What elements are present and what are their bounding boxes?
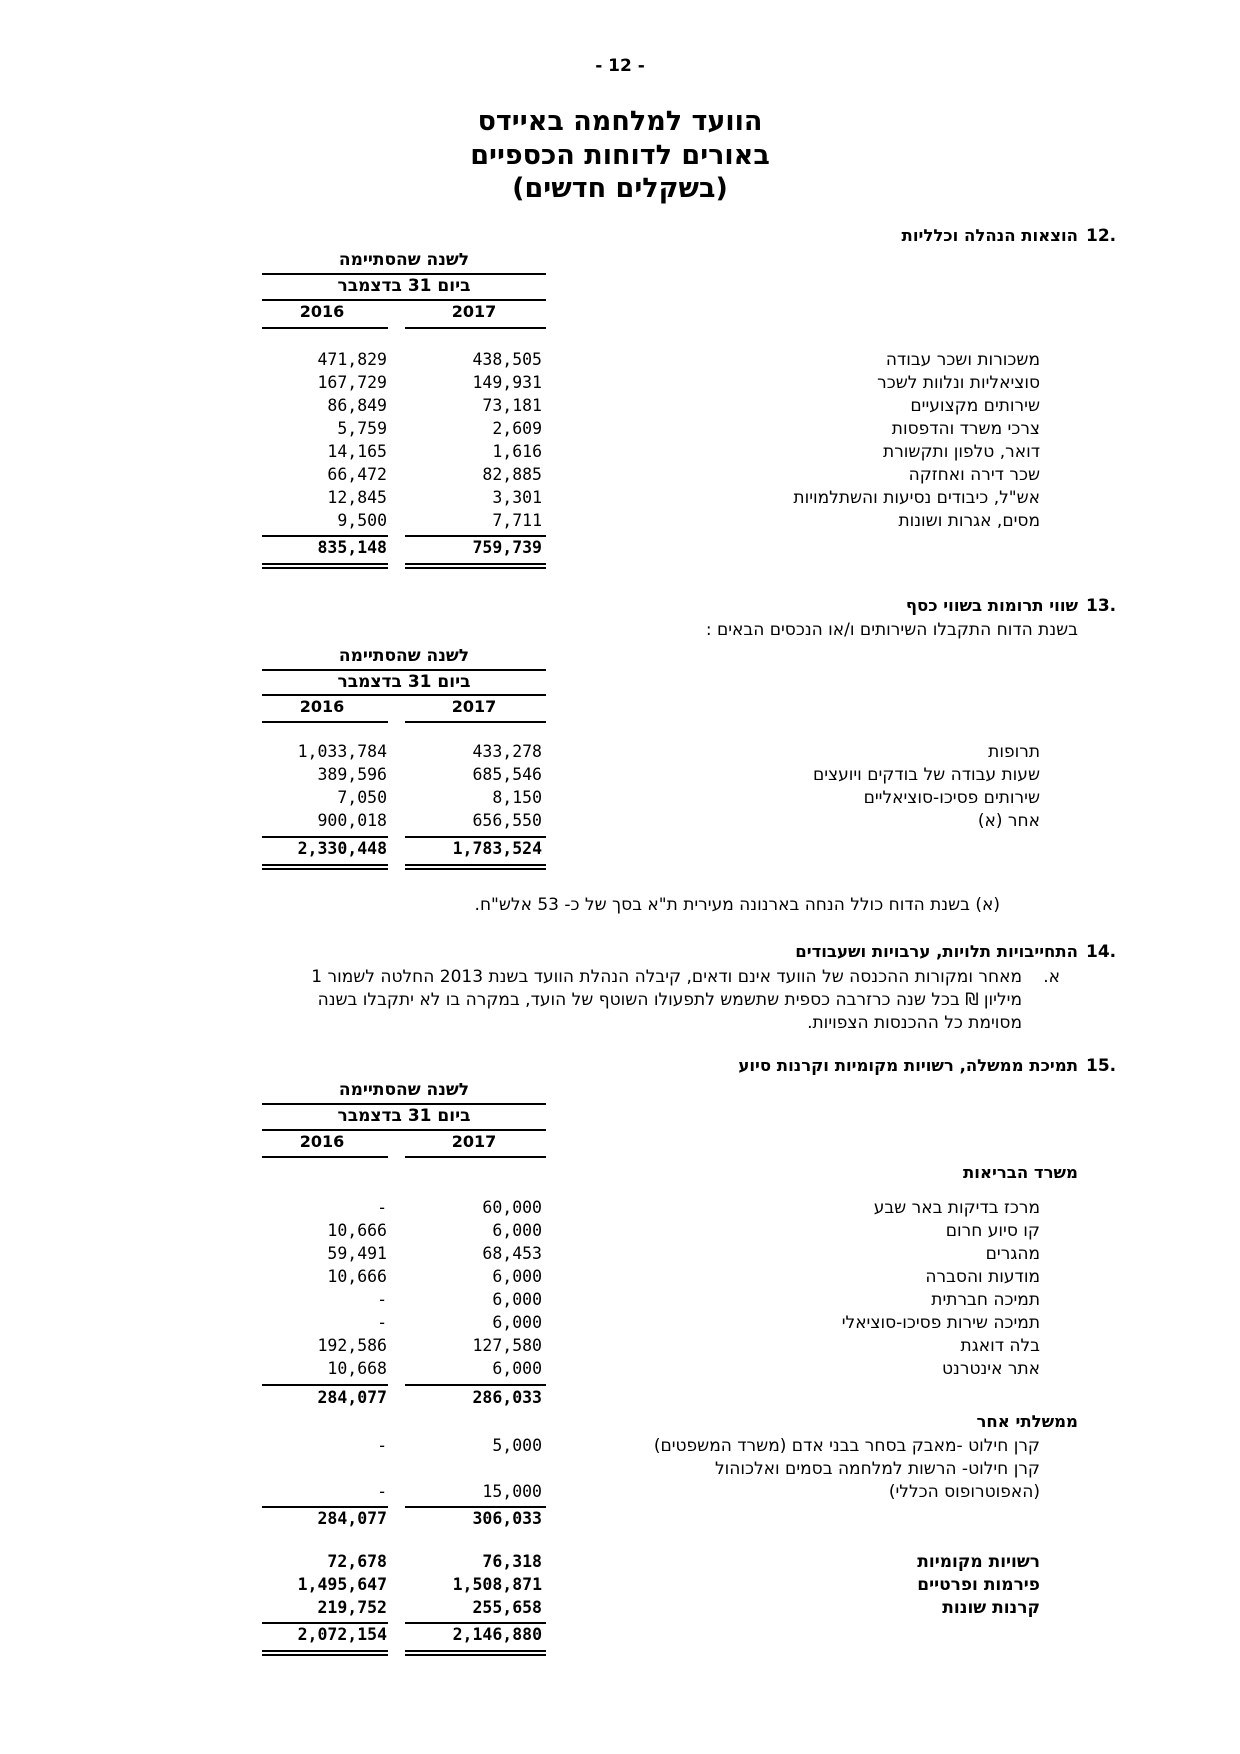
section-15-title: תמיכת ממשלה, רשויות מקומיות וקרנות סיוע — [738, 1056, 1078, 1075]
report-title: הוועד למלחמה באיידס — [477, 106, 763, 137]
report-subtitle: באורים לדוחות הכספיים — [470, 140, 770, 171]
total-row: 759,739 835,148 — [317, 538, 542, 557]
double-rule — [262, 567, 388, 569]
double-rule — [405, 1654, 546, 1656]
double-rule — [262, 868, 388, 870]
table-row: צרכי משרד והדפסות 2,609 5,759 — [337, 419, 1040, 439]
section-14-line: מאחר ומקורות ההכנסה של הוועד אינם ודאים, קיבלה הנהלת הוועד בשנת 2013 החלטה לשמור 1 — [311, 967, 1022, 987]
subtotal-rule — [262, 1384, 388, 1386]
table-row: שכר דירה ואחזקה 82,885 66,472 — [327, 465, 1040, 485]
col-header-period: לשנה שהסתיימה — [338, 1080, 470, 1100]
col-year-2017: 2017 — [451, 1132, 497, 1151]
double-rule — [262, 1654, 388, 1656]
section-13-number: 13. — [1086, 596, 1117, 616]
page-number: - 12 - — [595, 56, 645, 76]
section-13-footnote: (א) בשנת הדוח כולל הנחה בארנונה מעירית ת"א בסך של כ- 53 אלש"ח. — [474, 895, 1000, 915]
section-14-line: מיליון ₪ בכל שנה כרזרבה כספית שתשמש לתפעולו השוטף של הועד, במקרה בו לא יתקבלו בשנה — [317, 990, 1022, 1010]
year-rule — [405, 721, 546, 723]
double-rule — [405, 567, 546, 569]
total-row: 1,783,524 2,330,448 — [297, 839, 542, 858]
health-ministry-heading: משרד הבריאות — [963, 1163, 1078, 1182]
col-header-period: לשנה שהסתיימה — [338, 646, 470, 666]
col-header-date: ביום 31 בדצמבר — [337, 276, 471, 296]
double-rule — [262, 1650, 388, 1652]
subtotal-row: 306,033 284,077 — [317, 1509, 542, 1528]
subtotal-rule — [405, 1506, 546, 1508]
section-13-title: שווי תרומות בשווי כסף — [905, 596, 1078, 615]
table-row: סוציאליות ונלוות לשכר 149,931 167,729 — [317, 373, 1040, 393]
table-row: דואר, טלפון ותקשורת 1,616 14,165 — [327, 442, 1040, 462]
table-row: (האפוטרופוס הכללי) 15,000 - — [377, 1482, 1040, 1502]
header-rule — [262, 1129, 546, 1131]
table-row: מרכז בדיקות באר שבע 60,000 - — [377, 1198, 1040, 1218]
double-rule — [262, 864, 388, 866]
table-row: רשויות מקומיות 76,318 72,678 — [327, 1552, 1040, 1572]
table-row: שירותים מקצועיים 73,181 86,849 — [327, 396, 1040, 416]
currency-note: (בשקלים חדשים) — [512, 173, 728, 204]
table-row: שעות עבודה של בודקים ויועצים 685,546 389,596 — [317, 765, 1040, 785]
col-year-2016: 2016 — [299, 302, 345, 321]
subtotal-row: 286,033 284,077 — [317, 1388, 542, 1407]
section-15-number: 15. — [1086, 1056, 1117, 1076]
table-row: אש"ל, כיבודים נסיעות והשתלמויות 3,301 12,845 — [327, 488, 1040, 508]
col-header-date: ביום 31 בדצמבר — [337, 1106, 471, 1126]
col-year-2016: 2016 — [299, 1132, 345, 1151]
table-row: קרן חילוט -מאבק בסחר בבני אדם (משרד המשפטים) 5,000 - — [377, 1436, 1040, 1456]
total-rule — [405, 535, 546, 537]
year-rule — [262, 1156, 388, 1158]
double-rule — [405, 563, 546, 565]
col-header-period: לשנה שהסתיימה — [338, 250, 470, 270]
header-rule — [262, 299, 546, 301]
table-row: תמיכה חברתית 6,000 - — [377, 1290, 1040, 1310]
year-rule — [262, 721, 388, 723]
table-row: קרן חילוט- הרשות למלחמה בסמים ואלכוהול — [714, 1459, 1040, 1479]
col-header-date: ביום 31 בדצמבר — [337, 672, 471, 692]
year-rule — [262, 327, 388, 329]
col-year-2016: 2016 — [299, 697, 345, 716]
header-rule — [262, 273, 546, 275]
year-rule — [405, 327, 546, 329]
subtotal-rule — [405, 1384, 546, 1386]
table-row: פירמות ופרטיים 1,508,871 1,495,647 — [297, 1575, 1040, 1595]
section-14-number: 14. — [1086, 942, 1117, 962]
table-row: אחר (א) 656,550 900,018 — [317, 811, 1040, 831]
table-row: מודעות והסברה 6,000 10,666 — [327, 1267, 1040, 1287]
section-14-title: התחייבויות תלויות, ערבויות ושעבודים — [795, 942, 1078, 961]
header-rule — [262, 1103, 546, 1105]
table-row: מסים, אגרות ושונות 7,711 9,500 — [337, 511, 1040, 531]
double-rule — [262, 563, 388, 565]
other-gov-heading: ממשלתי אחר — [976, 1412, 1078, 1431]
section-14-item-marker: א. — [1043, 967, 1060, 987]
header-rule — [262, 669, 546, 671]
table-row: מהגרים 68,453 59,491 — [327, 1244, 1040, 1264]
table-row: שירותים פסיכו-סוציאליים 8,150 7,050 — [337, 788, 1040, 808]
section-13-intro: בשנת הדוח התקבלו השירותים ו/או הנכסים הבאים : — [705, 620, 1078, 640]
table-row: קרנות שונות 255,658 219,752 — [317, 1598, 1040, 1618]
double-rule — [405, 1650, 546, 1652]
total-rule — [262, 1622, 388, 1624]
section-12-title: הוצאות הנהלה וכלליות — [901, 226, 1078, 245]
table-row: תמיכה שירות פסיכו-סוציאלי 6,000 - — [377, 1313, 1040, 1333]
total-rule — [405, 1622, 546, 1624]
subtotal-rule — [262, 1506, 388, 1508]
col-year-2017: 2017 — [451, 302, 497, 321]
table-row: משכורות ושכר עבודה 438,505 471,829 — [317, 350, 1040, 370]
grand-total-row: 2,146,880 2,072,154 — [297, 1625, 542, 1644]
table-row: אתר אינטרנט 6,000 10,668 — [327, 1359, 1040, 1379]
section-14-line: מסוימת כל ההכנסות הצפויות. — [807, 1013, 1022, 1033]
table-row: בלה דואגת 127,580 192,586 — [317, 1336, 1040, 1356]
table-row: תרופות 433,278 1,033,784 — [297, 742, 1040, 762]
col-year-2017: 2017 — [451, 697, 497, 716]
double-rule — [405, 864, 546, 866]
total-rule — [262, 535, 388, 537]
section-12-number: 12. — [1086, 226, 1117, 246]
table-row: קו סיוע חרום 6,000 10,666 — [327, 1221, 1040, 1241]
header-rule — [262, 694, 546, 696]
double-rule — [405, 868, 546, 870]
total-rule — [262, 836, 388, 838]
year-rule — [405, 1156, 546, 1158]
total-rule — [405, 836, 546, 838]
